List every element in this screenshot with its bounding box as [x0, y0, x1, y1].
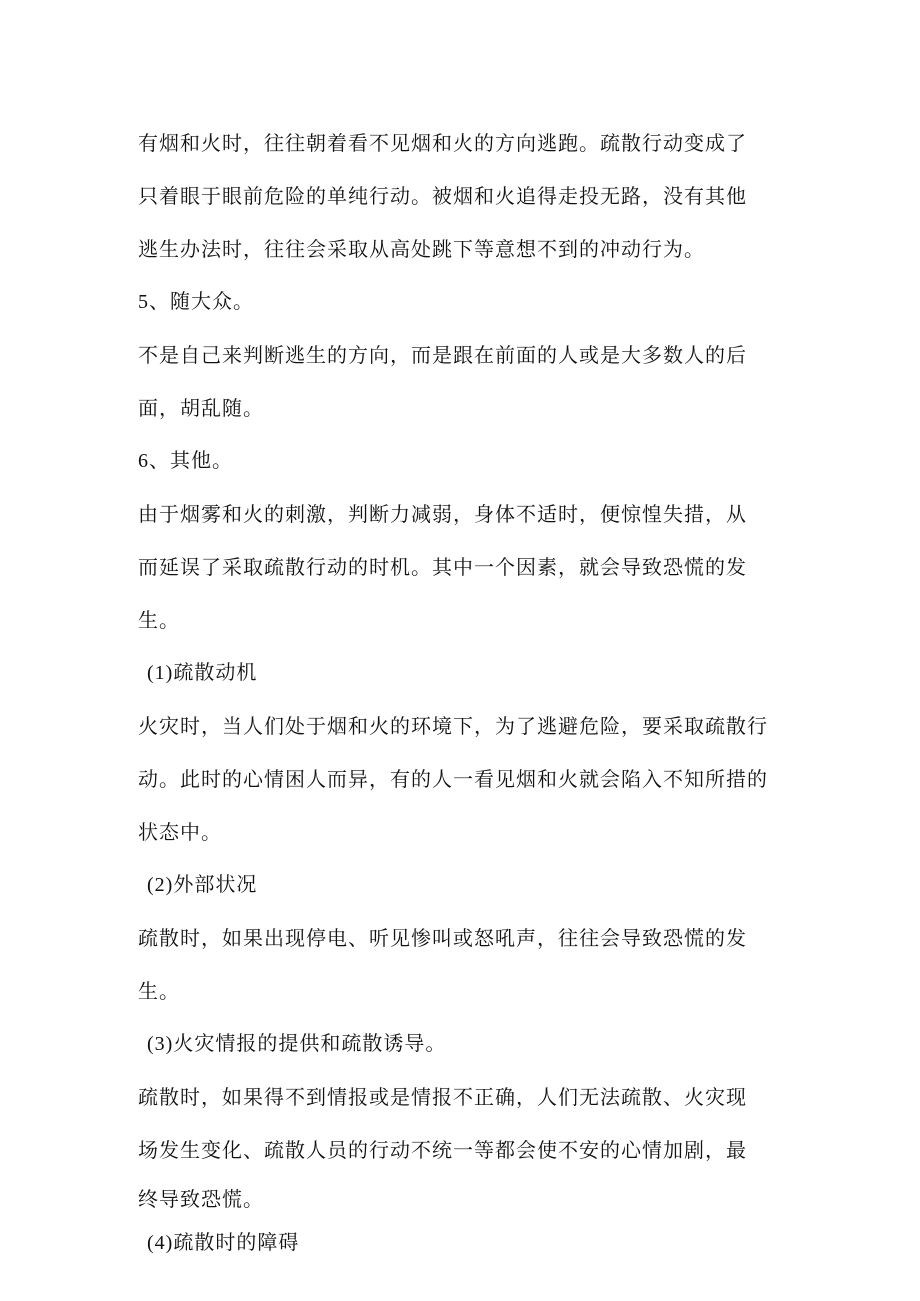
subsection-heading-3: (3)火灾情报的提供和疏散诱导。	[147, 1033, 447, 1055]
paragraph-line: 动。此时的心情困人而异，有的人一看见烟和火就会陷入不知所措的	[138, 767, 768, 791]
subsection-heading-1: (1)疏散动机	[147, 662, 258, 684]
paragraph-line: 终导致恐慌。	[138, 1187, 264, 1211]
paragraph-line: 疏散时，如果出现停电、听见惨叫或怒吼声，往往会导致恐慌的发	[138, 926, 747, 950]
paragraph-line: 火灾时，当人们处于烟和火的环境下，为了逃避危险，要采取疏散行	[138, 714, 768, 738]
paragraph-line: 状态中。	[138, 820, 222, 844]
section-heading-5: 5、随大众。	[138, 291, 254, 313]
paragraph-line: 不是自己来判断逃生的方向，而是跟在前面的人或是大多数人的后	[138, 343, 747, 367]
subsection-heading-2: (2)外部状况	[147, 874, 258, 896]
paragraph-line: 面，胡乱随。	[138, 396, 264, 420]
paragraph-line: 逃生办法时，往往会采取从高处跳下等意想不到的冲动行为。	[138, 237, 705, 261]
paragraph-line: 有烟和火时，往往朝着看不见烟和火的方向逃跑。疏散行动变成了	[138, 131, 747, 155]
paragraph-line: 而延误了采取疏散行动的时机。其中一个因素，就会导致恐慌的发	[138, 555, 747, 579]
document-body	[138, 117, 798, 1265]
subsection-heading-4: (4)疏散时的障碍	[147, 1232, 300, 1254]
paragraph-line: 只着眼于眼前危险的单纯行动。被烟和火追得走投无路，没有其他	[138, 184, 747, 208]
paragraph-line: 由于烟雾和火的刺激，判断力减弱，身体不适时，便惊惶失措，从	[138, 502, 747, 526]
paragraph-line: 生。	[138, 608, 180, 632]
paragraph-line: 疏散时，如果得不到情报或是情报不正确，人们无法疏散、火灾现	[138, 1085, 747, 1109]
section-heading-6: 6、其他。	[138, 450, 233, 472]
paragraph-line: 生。	[138, 979, 180, 1003]
paragraph-line: 场发生变化、疏散人员的行动不统一等都会使不安的心情加剧，最	[138, 1138, 747, 1162]
